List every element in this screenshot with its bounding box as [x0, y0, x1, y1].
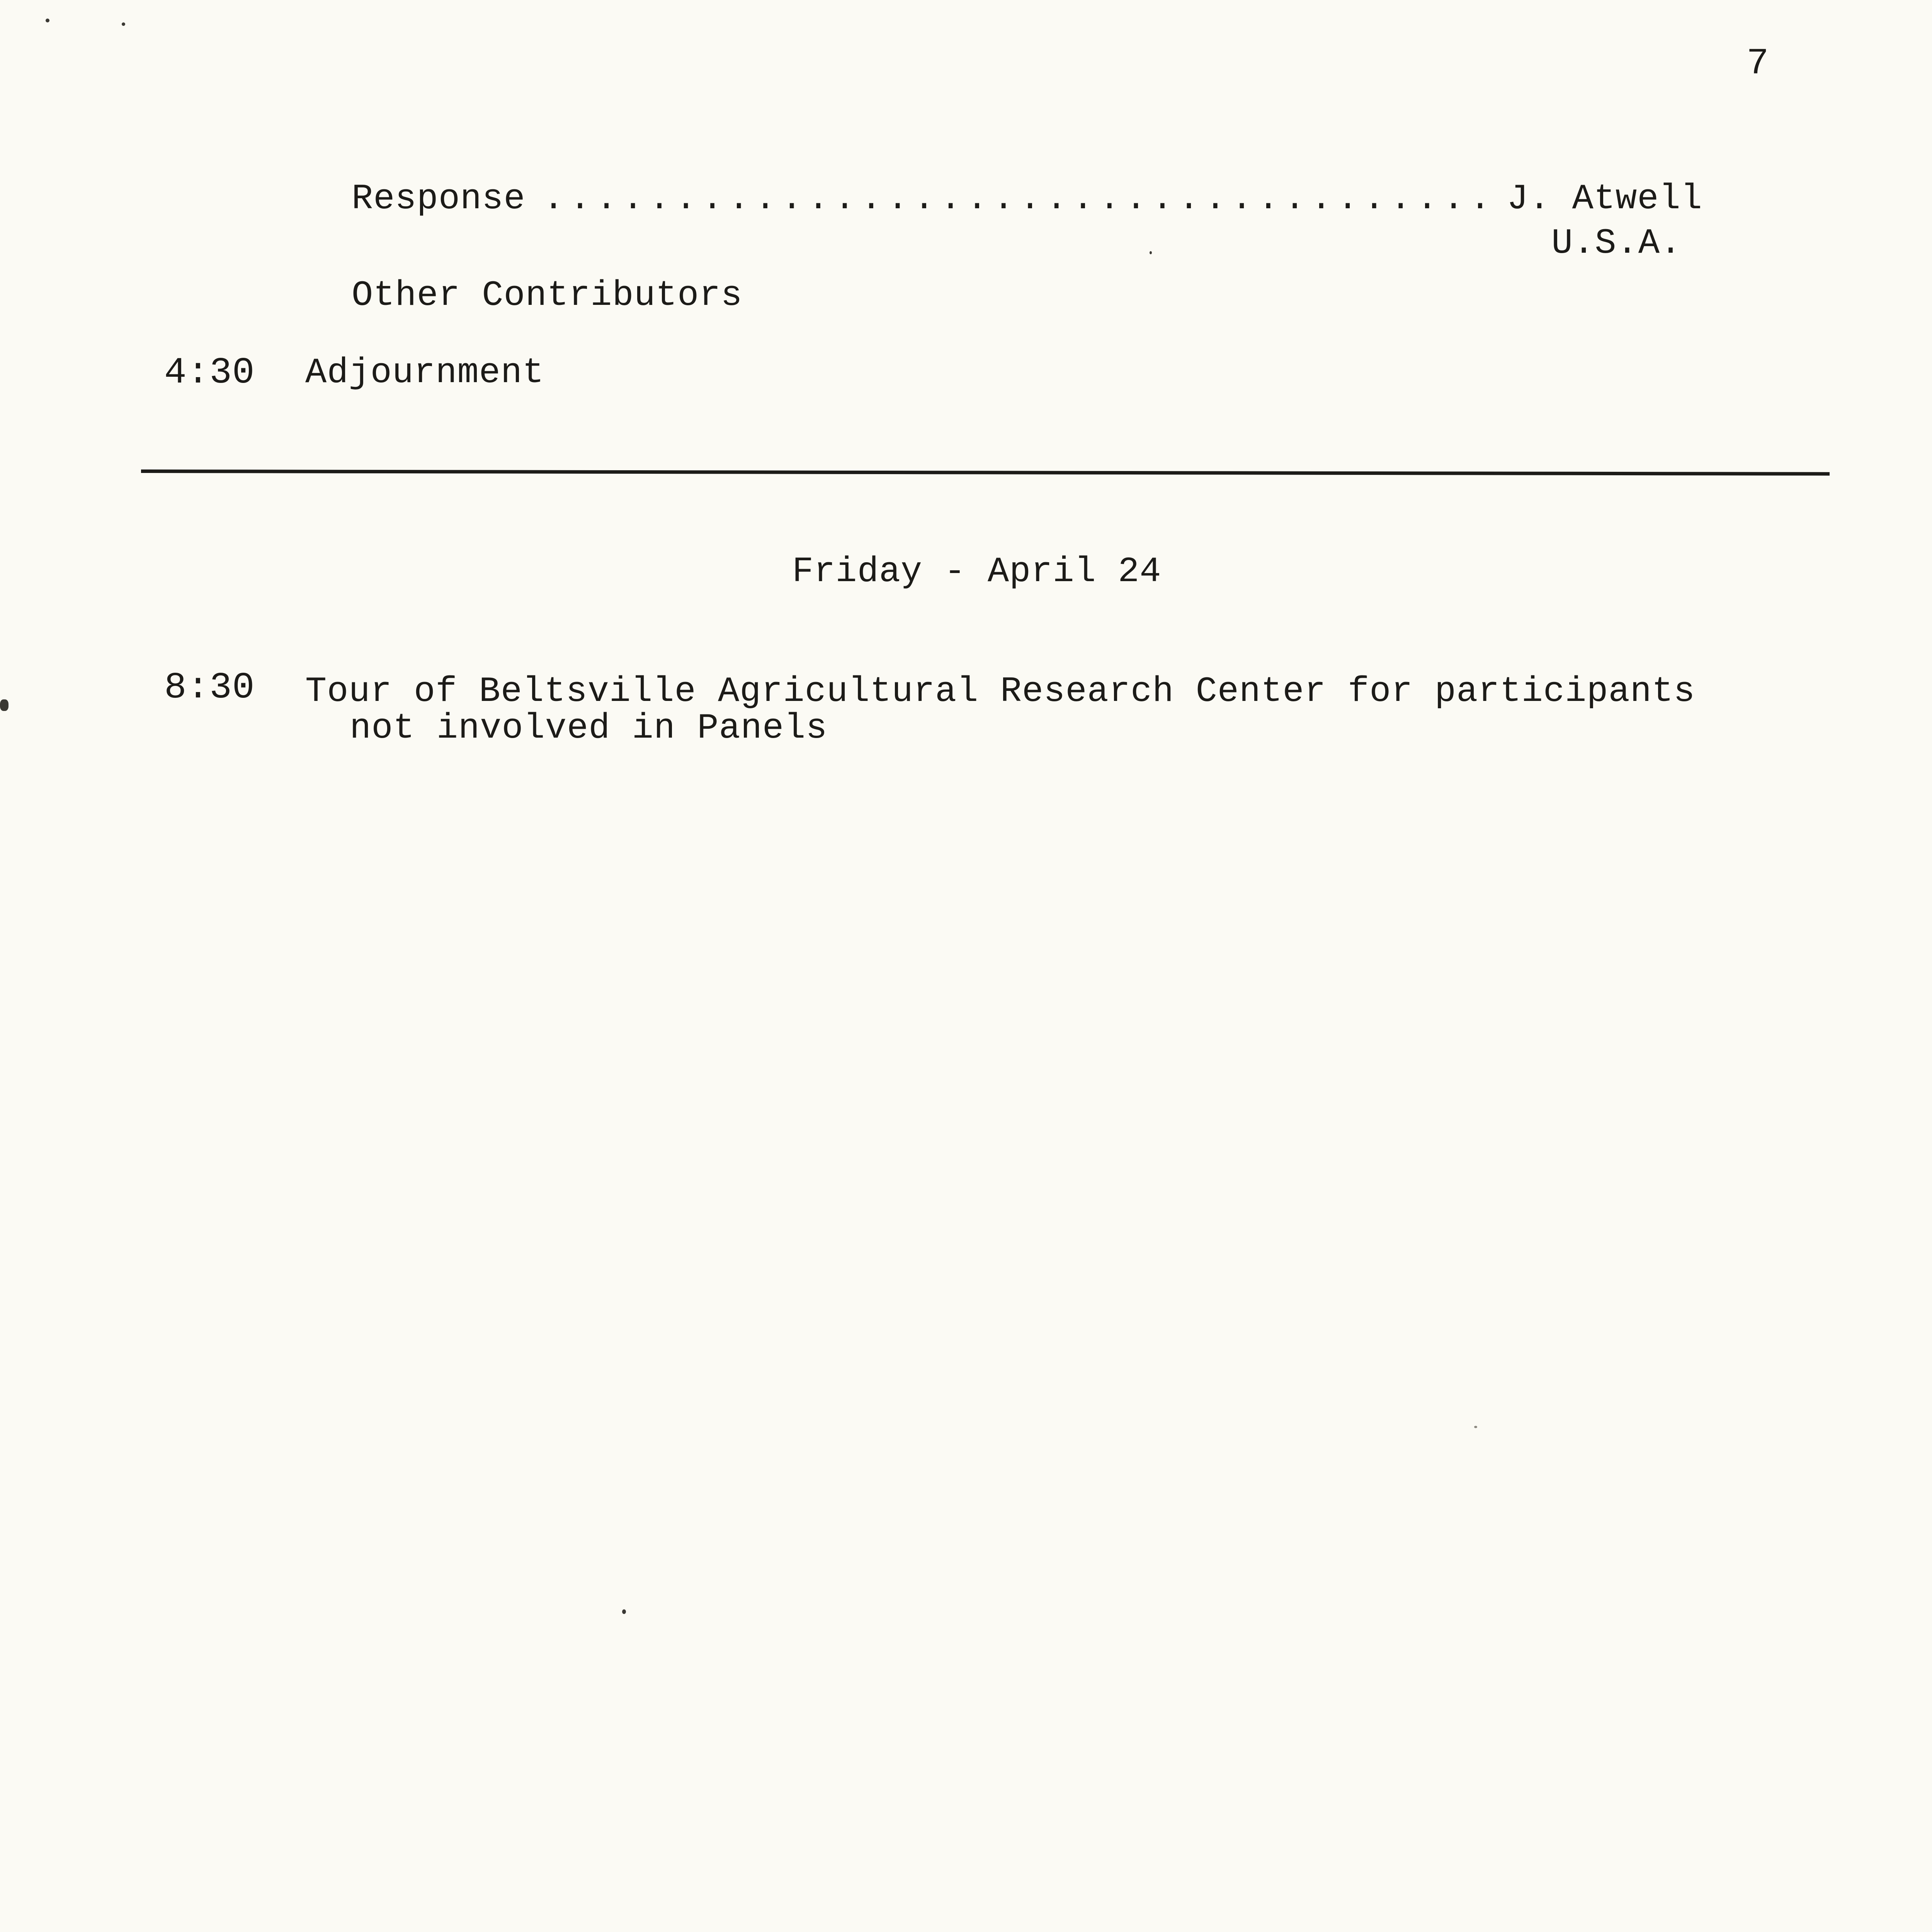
scan-speck [622, 1609, 626, 1614]
scan-speck [46, 19, 49, 22]
scan-speck [1474, 1426, 1477, 1428]
adjournment-label: Adjournment [305, 352, 544, 393]
scan-speck [122, 22, 125, 26]
scan-speck [1150, 251, 1152, 254]
response-country: U.S.A. [1551, 223, 1682, 264]
tour-time: 8:30 [164, 667, 255, 709]
section-divider [141, 469, 1830, 476]
page-number: 7 [1747, 43, 1769, 85]
adjournment-time: 4:30 [164, 352, 255, 394]
response-name: J. Atwell [1507, 179, 1702, 219]
other-contributors-label: Other Contributors [352, 275, 743, 316]
friday-heading: Friday - April 24 [792, 551, 1162, 592]
scan-speck [0, 699, 9, 711]
tour-description-line1: Tour of Beltsville Agricultural Research Center for participants [305, 671, 1696, 712]
response-dot-leader: .................................... [543, 179, 1496, 219]
response-label: Response [352, 179, 526, 219]
tour-description-line2: not involved in Panels [350, 708, 828, 748]
